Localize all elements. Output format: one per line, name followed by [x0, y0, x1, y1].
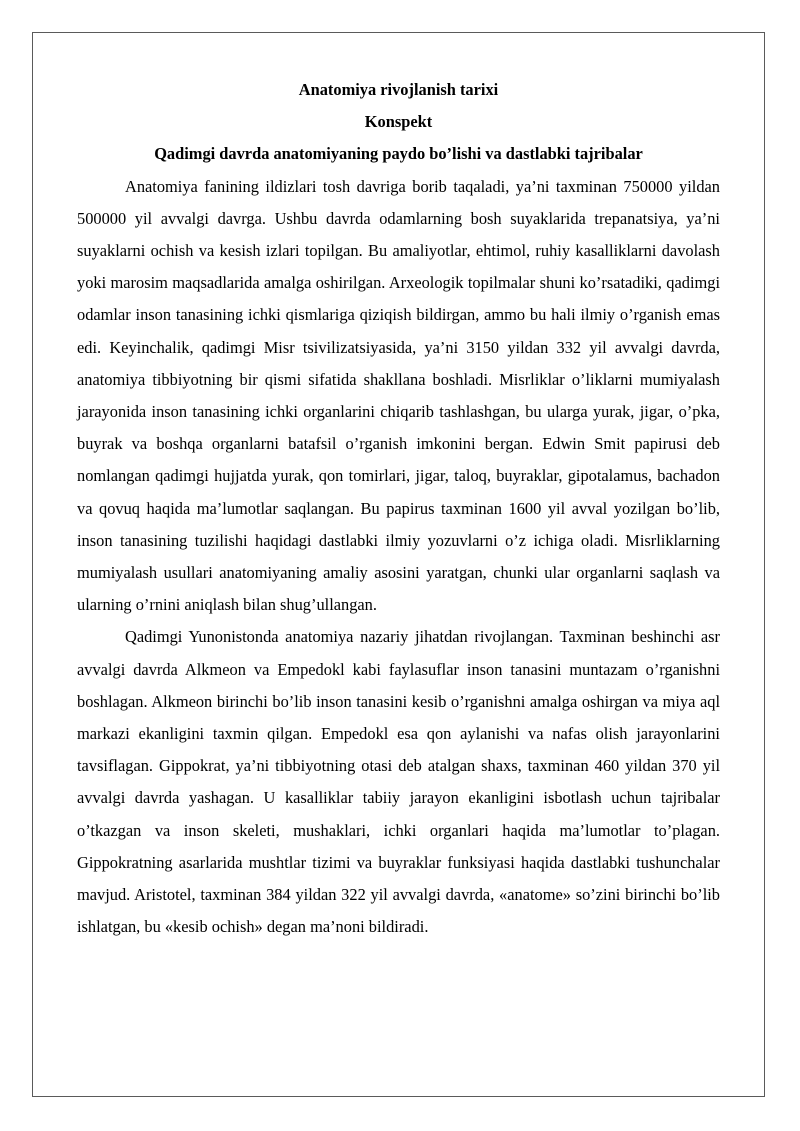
paragraph-2: Qadimgi Yunonistonda anatomiya nazariy jihatdan rivojlangan. Taxminan beshinchi asr avvalgi davrda Alkmeon va Empedokl kabi faylasuflar inson tanasini muntazam o’rganishni boshlagan. Alkmeon birinchi bo’lib inson tanasini kesib o’rganishni amalga oshirgan va miya aql markazi ekanligini taxmin qilgan. Empedokl esa qon aylanishi va nafas olish jarayonlarini tavsiflagan. Gippokrat, ya’ni tibbiyotning otasi deb atalgan shaxs, taxminan 460 yildan 370 yil avvalgi davrda yashagan. U kasalliklar tabiiy jarayon ekanligini isbotlash uchun tajribalar o’tkazgan va inson skeleti, mushaklari, ichki organlari haqida ma’lumotlar to’plagan. Gippokratning asarlarida mushtlar tizimi va buyraklar funksiyasi haqida dastlabki tushunchalar mavjud. Aristotel, taxminan 384 yildan 322 yil avvalgi davrda, «anatome» so’zini birinchi bo’lib ishlatgan, bu «kesib ochish» degan ma’noni bildiradi. [77, 627, 720, 937]
document-title: Anatomiya rivojlanish tarixi [298, 80, 499, 99]
document-subtitle: Konspekt [364, 112, 433, 132]
section-heading: Qadimgi davrda anatomiyaning paydo bo’lishi va dastlabki tajribalar [154, 144, 643, 164]
paragraph-1: Anatomiya fanining ildizlari tosh davriga borib taqaladi, ya’ni taxminan 750000 yildan 500000 yil avvalgi davrga. Ushbu davrda odamlarning bosh suyaklarida trepanatsiya, ya’ni suyaklarni ochish va kesish izlari topilgan. Bu amaliyotlar, ehtimol, ruhiy kasalliklarni davolash yoki marosim maqsadlarida amalga oshirilgan. Arxeologik topilmalar shuni ko’rsatadiki, qadimgi odamlar inson tanasining ichki qismlariga qiziqish bildirgan, ammo bu hali ilmiy o’rganish emas edi. Keyinchalik, qadimgi Misr tsivilizatsiyasida, ya’ni 3150 yildan 332 yil avvalgi davrda, anatomiya tibbiyotning bir qismi sifatida shakllana boshladi. Misrliklar o’liklarni mumiyalash jarayonida inson tanasining ichki organlarini chiqarib tashlashgan, bu ularga yurak, jigar, o’pka, buyrak va boshqa organlarni batafsil o’rganish imkonini bergan. Edwin Smit papirusi deb nomlangan qadimgi hujjatda yurak, qon tomirlari, jigar, taloq, buyraklar, gipotalamus, bachadon va qovuq haqida ma’lumotlar saqlangan. Bu papirus taxminan 1600 yil avval yozilgan bo’lib, inson tanasining tuzilishi haqidagi dastlabki ilmiy yozuvlarni o’z ichiga oladi. Misrliklarning mumiyalash usullari anatomiyaning amaliy asosini yaratgan, chunki ular organlarni saqlash va ularning o’rnini aniqlash bilan shug’ullangan. [77, 176, 720, 615]
document-body [77, 74, 720, 943]
